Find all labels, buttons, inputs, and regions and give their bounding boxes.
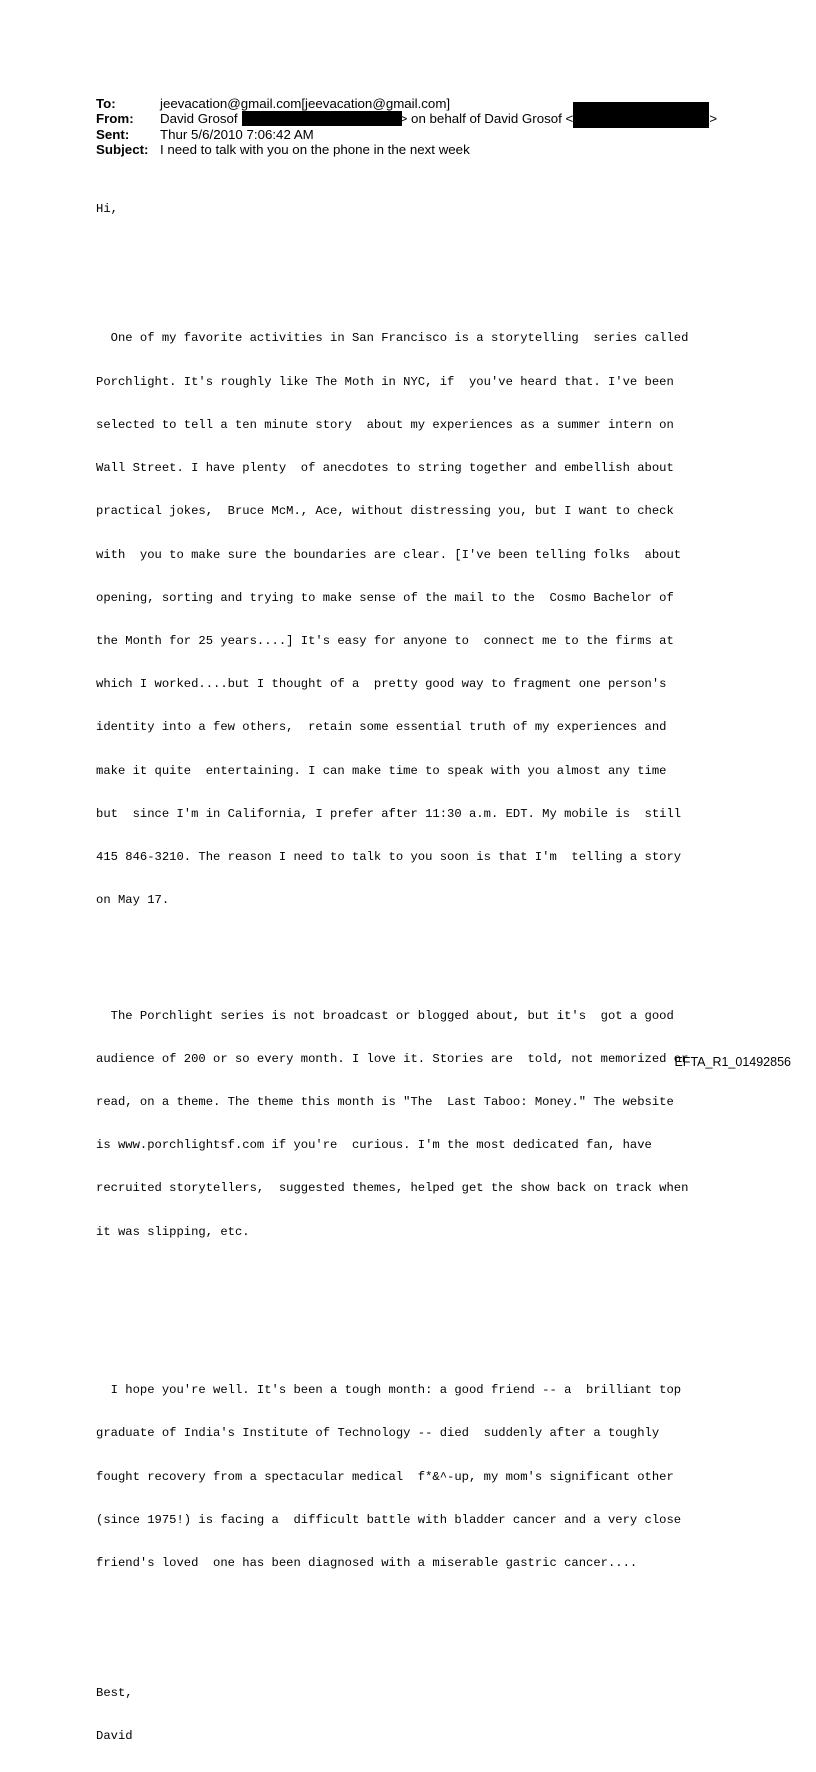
body-line: but since I'm in California, I prefer after 11:30 a.m. EDT. My mobile is still <box>96 806 682 821</box>
from-end: > <box>709 111 718 127</box>
body-line: identity into a few others, retain some essential truth of my experiences and <box>96 720 667 735</box>
body-line: graduate of India's Institute of Technology -- died suddenly after a toughly <box>96 1426 660 1441</box>
signature: David <box>96 1728 133 1743</box>
body-line: the Month for 25 years....] It's easy for anyone to connect me to the firms at <box>96 633 674 648</box>
from-label: From: <box>96 111 134 127</box>
document-id: EFTA_R1_01492856 <box>674 1055 791 1069</box>
body-line: practical jokes, Bruce McM., Ace, without distressing you, but I want to check <box>96 504 674 519</box>
spacer <box>96 1628 688 1642</box>
body-line: friend's loved one has been diagnosed with a miserable gastric cancer.... <box>96 1555 638 1570</box>
to-value: jeevacation@gmail.com[jeevacation@gmail.com] <box>160 96 451 111</box>
body-line: make it quite entertaining. I can make time to speak with you almost any time <box>96 763 667 778</box>
sent-row <box>96 127 717 142</box>
to-label: To: <box>96 96 116 111</box>
from-value <box>160 111 717 126</box>
from-on-behalf: > on behalf of David Grosof < <box>399 111 574 127</box>
body-line: audience of 200 or so every month. I love it. Stories are told, not memorized or <box>96 1051 689 1066</box>
subject-value: I need to talk with you on the phone in the next week <box>160 141 470 157</box>
body-line: recruited storytellers, suggested themes, helped get the show back on track when <box>96 1181 689 1196</box>
body-line: One of my favorite activities in San Francisco is a storytelling series called <box>96 331 689 346</box>
body-line: fought recovery from a spectacular medical f*&^-up, my mom's significant other <box>96 1469 674 1484</box>
body-line: is www.porchlightsf.com if you're curious. I'm the most dedicated fan, have <box>96 1138 652 1153</box>
body-line: it was slipping, etc. <box>96 1224 250 1239</box>
redaction-box <box>242 111 402 126</box>
body-line: 415 846-3210. The reason I need to talk to you soon is that I'm telling a story <box>96 850 682 865</box>
paragraph-1 <box>96 303 688 937</box>
body-line: I hope you're well. It's been a tough month: a good friend -- a brilliant top <box>96 1383 682 1398</box>
from-row <box>96 111 717 126</box>
paragraph-2 <box>96 980 688 1268</box>
closing: Best, <box>96 1685 133 1700</box>
sent-label: Sent: <box>96 126 130 142</box>
spacer <box>96 1297 688 1311</box>
body-line: selected to tell a ten minute story about my experiences as a summer intern on <box>96 417 674 432</box>
email-header-block <box>96 96 717 157</box>
redaction-box <box>573 102 709 128</box>
body-line: Wall Street. I have plenty of anecdotes to string together and embellish about <box>96 461 674 476</box>
body-line: opening, sorting and trying to make sense of the mail to the Cosmo Bachelor of <box>96 590 674 605</box>
subject-row <box>96 142 717 157</box>
body-line: on May 17. <box>96 893 170 908</box>
sent-value: Thur 5/6/2010 7:06:42 AM <box>160 126 314 142</box>
body-line: read, on a theme. The theme this month is "The Last Taboo: Money." The website <box>96 1094 674 1109</box>
body-line: which I worked....but I thought of a pretty good way to fragment one person's <box>96 677 667 692</box>
from-name: David Grosof <box>160 111 238 127</box>
spacer <box>96 245 688 259</box>
body-line: (since 1975!) is facing a difficult battle with bladder cancer and a very close <box>96 1512 682 1527</box>
subject-label: Subject: <box>96 141 149 157</box>
paragraph-3 <box>96 1354 688 1599</box>
body-line: Porchlight. It's roughly like The Moth in NYC, if you've heard that. I've been <box>96 374 674 389</box>
body-line: The Porchlight series is not broadcast or blogged about, but it's got a good <box>96 1008 674 1023</box>
body-line: with you to make sure the boundaries are clear. [I've been telling folks about <box>96 547 682 562</box>
email-body <box>96 173 688 1772</box>
greeting: Hi, <box>96 201 118 216</box>
